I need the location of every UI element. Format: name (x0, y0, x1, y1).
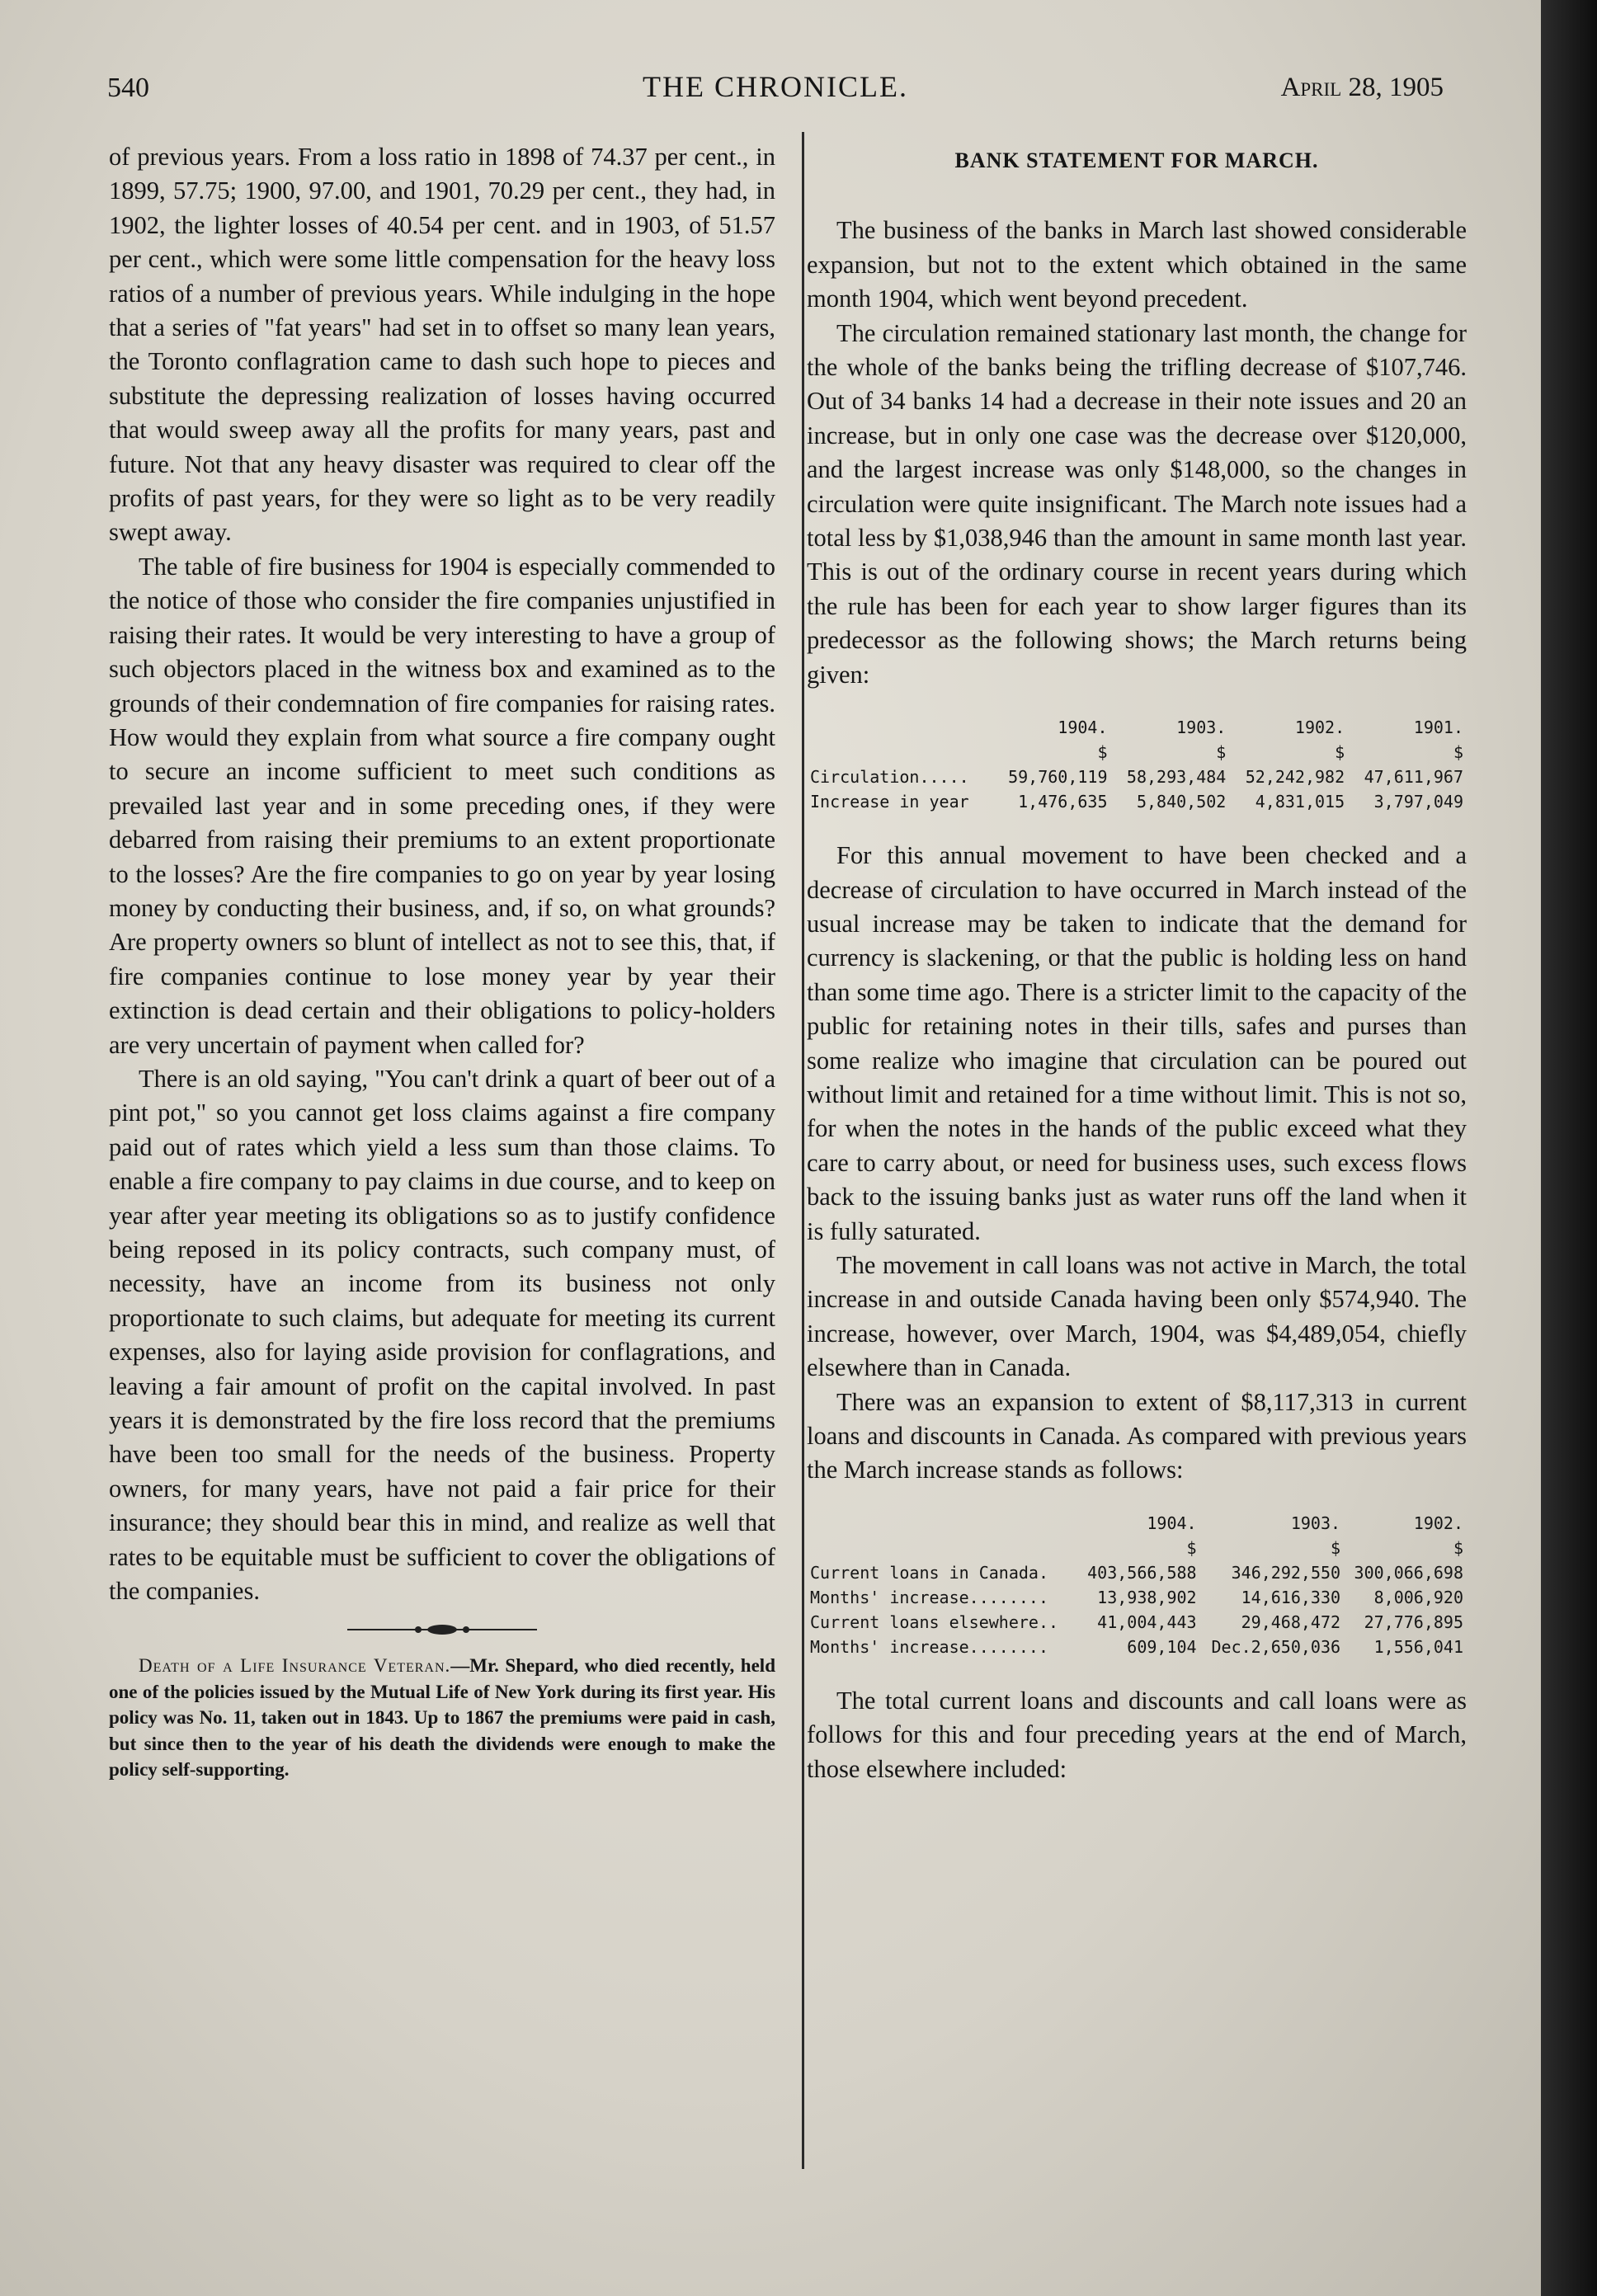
ornament-icon (347, 1621, 537, 1638)
table-cell: 27,776,895 (1364, 1611, 1463, 1632)
page-number: 540 (107, 73, 149, 103)
table-header: 1902. (1413, 1513, 1463, 1533)
publication-title: THE CHRONICLE. (643, 70, 908, 103)
obituary-heading: Death of a Life Insurance Veteran. (139, 1655, 451, 1677)
table-cell: Current loans elsewhere.. (810, 1611, 1059, 1632)
table-header (807, 715, 992, 740)
table-cell: $ (1097, 742, 1108, 763)
paragraph: The total current loans and discounts and call loans were as follows for this and four preceding years at the end of March, those elsewhere included: (807, 1686, 1467, 1783)
table-cell: $ (1335, 742, 1345, 763)
table-cell: $ (1453, 742, 1463, 763)
table-cell: $ (1216, 742, 1227, 763)
issue-date: April 28, 1905 (1280, 73, 1444, 102)
paragraph: The movement in call loans was not active in March, the total increase in and outside Canada having been only $574,940. The increase, however, over March, 1904, was $4,489,054, chiefly elsewhere than in Canada. (807, 1250, 1467, 1382)
right-column (807, 140, 1467, 1786)
table-cell: Months' increase........ (810, 1636, 1048, 1657)
table-row (807, 1585, 1467, 1610)
table-unit-row (807, 740, 1467, 765)
table-cell: 14,616,330 (1241, 1587, 1341, 1607)
table-cell (807, 1536, 1077, 1560)
section-title: BANK STATEMENT FOR MARCH. (954, 148, 1319, 172)
table-cell: 29,468,472 (1241, 1611, 1341, 1632)
paragraph: There is an old saying, "You can't drink a quart of beer out of a pint pot," so you cannot get loss claims against a fire company paid out of rates which yield a less sum than those claims. To enable a fire company to pay claims in due course, and to keep on year after year meeting its obligations so as to justify confidence being reposed in its policy contracts, such company must, of necessity, have an income from its business not only proportionate to such claims, but adequate for meeting its current expenses, also for laying aside provision for conflagrations, and leaving a fair amount of profit on the capital involved. In past years it is demonstrated by the fire loss record that the premiums have been too small for the needs of the business. Property owners, for many years, have not paid a fair price for their insurance; they should bear this in mind, and realize as well that rates to be equitable must be sufficient to cover the obligations of the companies. (109, 1064, 775, 1606)
table-cell: 58,293,484 (1126, 767, 1227, 788)
paragraph: There was an expansion to extent of $8,117,313 in current loans and discounts in Canada. As compared with previous years the March increase stands as follows: (807, 1387, 1467, 1484)
table-header: 1902. (1294, 718, 1345, 738)
table-cell: 609,104 (1127, 1636, 1197, 1657)
table-header: 1903. (1176, 718, 1227, 738)
ornament-divider (109, 1613, 775, 1641)
column-divider (802, 132, 804, 2169)
obituary-note (109, 1653, 775, 1783)
table-cell: $ (1331, 1537, 1341, 1558)
table-cell: 47,611,967 (1364, 767, 1463, 788)
table-cell: Months' increase........ (810, 1587, 1048, 1607)
table-cell: 300,066,698 (1354, 1562, 1463, 1583)
table-cell: $ (1453, 1537, 1463, 1558)
table-cell (807, 740, 992, 765)
obituary-text: —Mr. Shepard, who died recently, held one of the policies issued by the Mutual Life of New York during its first year. His policy was No. 11, taken out in 1843. Up to 1867 the premiums were paid in cash, but since then to the year of his death the dividends were enough to make the policy self-supporting. (109, 1655, 775, 1781)
table-cell: 5,840,502 (1136, 792, 1227, 812)
page-edge (1541, 0, 1597, 2296)
left-column (109, 140, 775, 1783)
table-cell: 59,760,119 (1008, 767, 1108, 788)
table-cell: Increase in year (810, 792, 969, 812)
table-header-row (807, 1511, 1467, 1536)
circulation-table (807, 715, 1467, 814)
table-header: 1903. (1290, 1513, 1341, 1533)
table-header: 1904. (1147, 1513, 1197, 1533)
table-header: 1904. (1058, 718, 1108, 738)
table-row (807, 1610, 1467, 1635)
current-loans-table (807, 1511, 1467, 1659)
table-cell: Current loans in Canada. (810, 1562, 1048, 1583)
page-header (107, 66, 1444, 115)
paragraph: The table of fire business for 1904 is especially commended to the notice of those who consider the fire companies unjustified in raising their rates. It would be very interesting to have a group of such objectors placed in the witness box and examined as to the grounds of their condemnation of fire companies for raising rates. How would they explain from what source a fire company ought to secure an income sufficient to meet such conditions as prevailed last year and in some preceding ones, if they were debarred from raising their premiums to an extent proportionate to the losses? Are the fire companies to go on year by year losing money by conducting their business, and, if so, on what grounds? Are property owners so blunt of intellect as not to see this, that, if fire companies continue to lose money year by year their extinction is dead certain and their obligations to policy-holders are very uncertain of payment when called for? (109, 552, 775, 1059)
table-cell: 403,566,588 (1087, 1562, 1197, 1583)
table-row (807, 789, 1467, 814)
table-header (807, 1511, 1077, 1536)
table-row (807, 1635, 1467, 1659)
table-cell: 41,004,443 (1097, 1611, 1197, 1632)
paragraph: The business of the banks in March last showed considerable expansion, but not to the extent which obtained in the same month 1904, which went beyond precedent. (807, 216, 1467, 313)
table-cell: 1,476,635 (1018, 792, 1108, 812)
table-header-row (807, 715, 1467, 740)
paragraph: of previous years. From a loss ratio in 1898 of 74.37 per cent., in 1899, 57.75; 1900, 97.00, and 1901, 70.29 per cent., they had, in 1902, the lighter losses of 40.54 per cent. and in 1903, of 51.57 per cent., which were some little compensation for the heavy loss ratios of a number of previous years. While indulging in the hope that a series of "fat years" had set in to offset so many lean years, the Toronto conflagration came to dash such hope to pieces and substitute the depressing realization of losses having occurred that would sweep away all the profits for many years, past and future. Not that any heavy disaster was required to clear off the profits of past years, for they were so light as to be very readily swept away. (109, 143, 775, 547)
paragraph: The circulation remained stationary last month, the change for the whole of the banks being the trifling decrease of $107,746. Out of 34 banks 14 had a decrease in their note issues and 20 an increase, but in only one case was the decrease over $120,000, and the largest increase was only $148,000, so the changes in circulation were quite insignificant. The March note issues had a total less by $1,038,946 than the amount in same month last year. This is out of the ordinary course in recent years during which the rule has been for each year to show larger figures than its predecessor as the following shows; the March returns being given: (807, 318, 1467, 689)
table-header: 1901. (1413, 718, 1463, 738)
table-cell: 1,556,041 (1373, 1636, 1463, 1657)
table-cell: 13,938,902 (1097, 1587, 1197, 1607)
table-cell: Dec.2,650,036 (1211, 1636, 1341, 1657)
table-cell: Circulation..... (810, 767, 969, 788)
paragraph: For this annual movement to have been checked and a decrease of circulation to have occurred in March instead of the usual increase may be taken to indicate that the demand for currency is slackening, or that the public is holding less on hand than some time ago. There is a stricter limit to the capacity of the public for retaining notes in their tills, safes and purses than some realize who imagine that circulation can be poured out without limit and retained for a time without limit. This is not so, for when the notes in the hands of the public exceed what they care to carry about, or need for business uses, such excess flows back to the issuing banks just as water runs off the land when it is fully saturated. (807, 841, 1467, 1245)
table-cell: $ (1186, 1537, 1197, 1558)
table-cell: 8,006,920 (1373, 1587, 1463, 1607)
table-unit-row (807, 1536, 1467, 1560)
table-row (807, 765, 1467, 789)
table-cell: 3,797,049 (1373, 792, 1463, 812)
table-cell: 52,242,982 (1245, 767, 1345, 788)
table-row (807, 1560, 1467, 1585)
table-cell: 346,292,550 (1231, 1562, 1341, 1583)
table-cell: 4,831,015 (1255, 792, 1345, 812)
